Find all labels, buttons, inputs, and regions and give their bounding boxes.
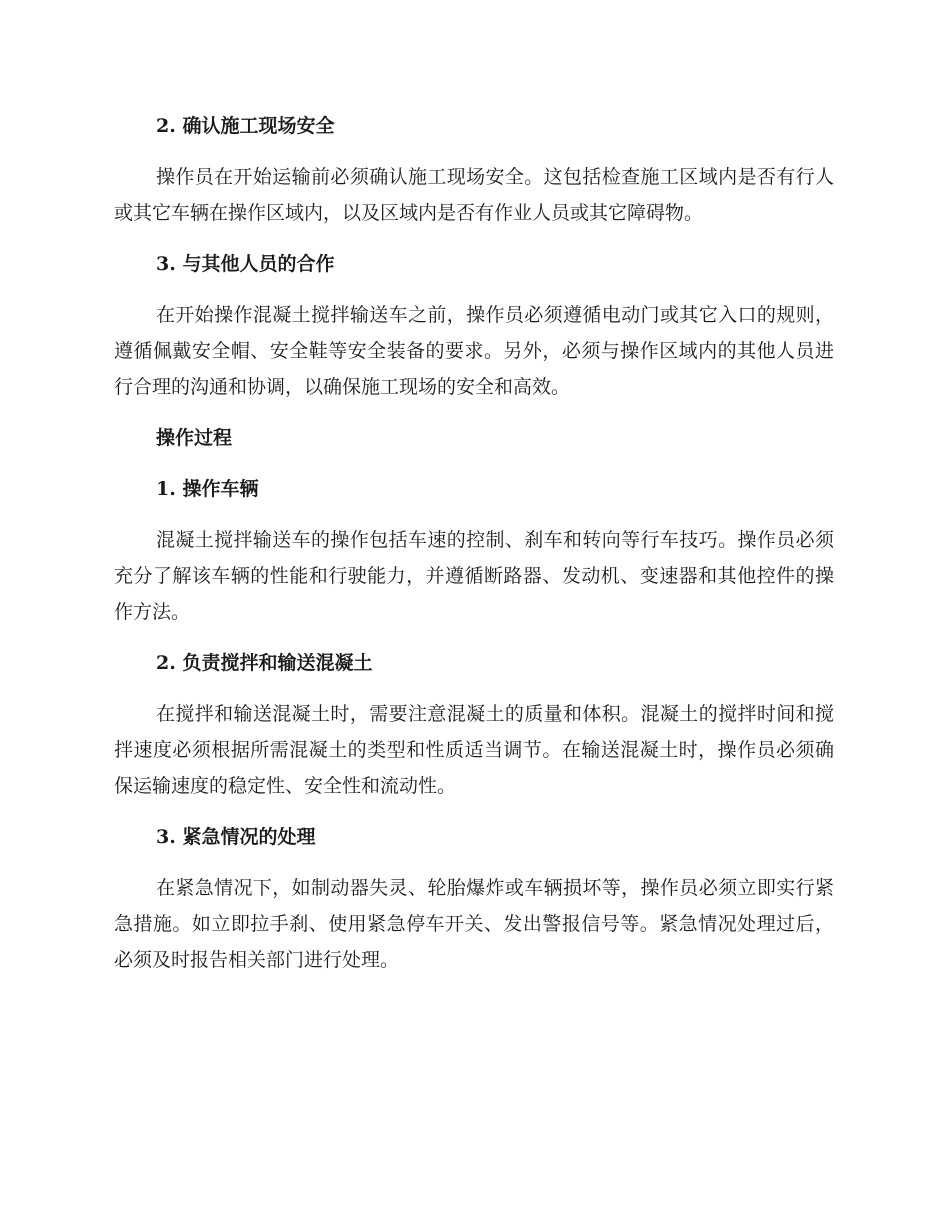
section-heading-operate-vehicle: 1. 操作车辆 — [156, 478, 259, 500]
paragraph-site-safety: 操作员在开始运输前必须确认施工现场安全。这包括检查施工区域内是否有行人或其它车辆在操作区域内，以及区域内是否有作业人员或其它障碍物。 — [114, 166, 834, 224]
paragraph-mixing-conveying: 在搅拌和输送混凝土时，需要注意混凝土的质量和体积。混凝土的搅拌时间和搅拌速度必须根据所需混凝土的类型和性质适当调节。在输送混凝土时，操作员必须确保运输速度的稳定性、安全性和流动性。 — [114, 703, 834, 797]
section-heading-cooperation: 3. 与其他人员的合作 — [156, 253, 335, 275]
section-heading-mixing-conveying: 2. 负责搅拌和输送混凝土 — [156, 652, 373, 674]
section-heading-operation-process: 操作过程 — [156, 427, 233, 449]
document-body — [114, 108, 834, 993]
paragraph-emergency: 在紧急情况下，如制动器失灵、轮胎爆炸或车辆损坏等，操作员必须立即实行紧急措施。如立即拉手刹、使用紧急停车开关、发出警报信号等。紧急情况处理过后，必须及时报告相关部门进行处理。 — [114, 877, 834, 971]
section-heading-site-safety: 2. 确认施工现场安全 — [156, 115, 335, 137]
paragraph-cooperation: 在开始操作混凝土搅拌输送车之前，操作员必须遵循电动门或其它入口的规则，遵循佩戴安全帽、安全鞋等安全装备的要求。另外，必须与操作区域内的其他人员进行合理的沟通和协调，以确保施工现场的安全和高效。 — [114, 304, 834, 398]
paragraph-operate-vehicle: 混凝土搅拌输送车的操作包括车速的控制、刹车和转向等行车技巧。操作员必须充分了解该车辆的性能和行驶能力，并遵循断路器、发动机、变速器和其他控件的操作方法。 — [114, 529, 834, 623]
section-heading-emergency: 3. 紧急情况的处理 — [156, 826, 316, 848]
